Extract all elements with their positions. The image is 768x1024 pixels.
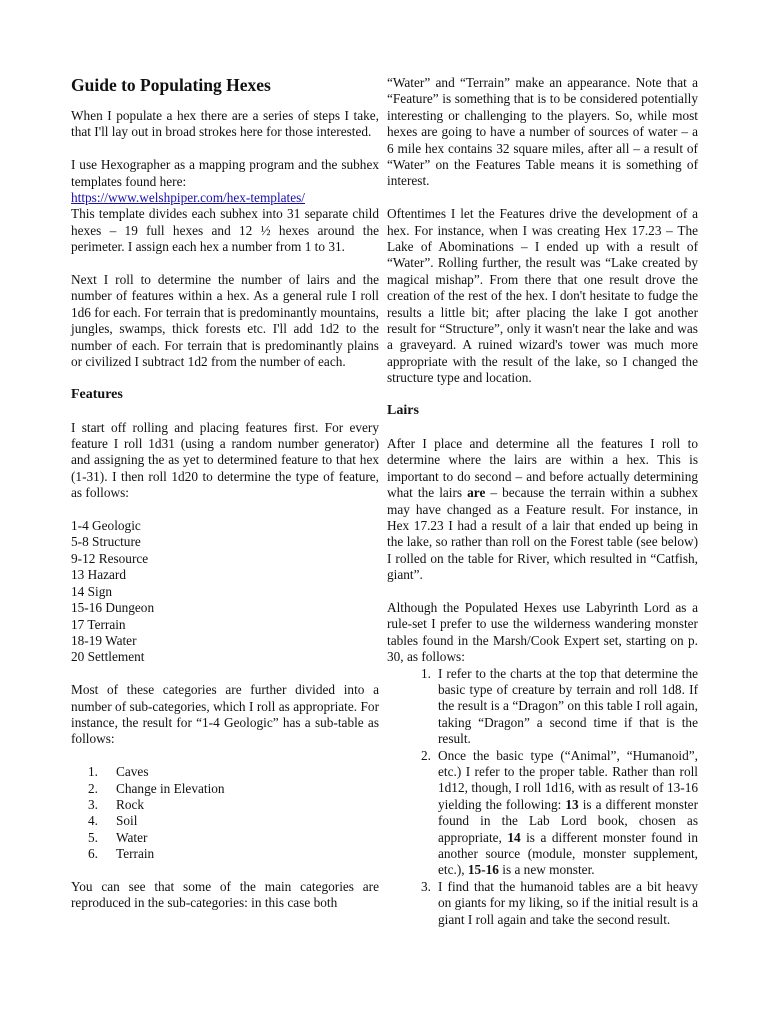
- list-item: [387, 748, 698, 879]
- lairs-emphasis: are: [467, 485, 486, 501]
- feature-table-item: 5-8 Structure: [71, 534, 141, 550]
- list-item: [71, 781, 379, 797]
- list-item: [71, 813, 379, 829]
- feature-table-item: 15-16 Dungeon: [71, 600, 155, 616]
- feature-table-item: 13 Hazard: [71, 567, 127, 583]
- list-text: Soil: [116, 813, 138, 829]
- feature-table-item: 20 Settlement: [71, 649, 145, 665]
- step2-text-b: is a different monster found in the Lab Lord book, chosen as appropriate,: [438, 796, 698, 845]
- hex-templates-link[interactable]: https://www.welshpiper.com/hex-templates/: [71, 190, 306, 206]
- feature-definition-paragraph: “Water” and “Terrain” make an appearance. Note that a “Feature” is something that is to be considered potentially interesting or challenging to the players. So, while most hexes are going to have a number of sources of water – a 6 mile hex contains 32 square miles, after all – a result of “Water” on the Features Table means it is something of interest.: [387, 75, 698, 189]
- list-number: 2.: [88, 780, 98, 796]
- features-paragraph: I start off rolling and placing features first. For every feature I roll 1d31 (using a random number generator) and assigning the as yet to determined feature to that hex (1-31). I then roll 1d20 to determine the type of feature, as follows:: [71, 419, 379, 501]
- template-text: This template divides each subhex into 31 separate child hexes – 19 full hexes and 12 ½ hexes around the perimeter. I assign each hex a number from 1 to 31.: [71, 206, 379, 255]
- list-number: 1.: [421, 665, 431, 681]
- step2-bold-14: 14: [507, 829, 521, 845]
- step2-bold-13: 13: [565, 796, 579, 812]
- list-text: Terrain: [116, 846, 155, 862]
- feature-table-item: 18-19 Water: [71, 632, 137, 648]
- list-item: [387, 879, 698, 928]
- lairs-text-a: After I place and determine all the features I roll to determine where the lairs are within a hex. This is important to do second – and before actually determining what the lairs: [387, 435, 698, 501]
- list-text: Caves: [116, 764, 149, 780]
- step2-bold-15-16: 15-16: [467, 862, 499, 878]
- features-drive-paragraph: Oftentimes I let the Features drive the development of a hex. For instance, when I was creating Hex 17.23 – The Lake of Abominations – I ended up with a result of “Water”. Rolling further, the result was “Lake created by magical mishap”. From there that one result drove the creation of the rest of the hex. I don't hesitate to fudge the results a little bit; after placing the lake I got another result for “Structure”, only it wasn't near the lake and was a graveyard. A ruined wizard's tower was much more appropriate with the result of the lake, so I changed the structure type and location.: [387, 206, 698, 386]
- feature-table-item: 17 Terrain: [71, 616, 126, 632]
- list-number: 3.: [88, 796, 98, 812]
- feature-table-item: 1-4 Geologic: [71, 518, 141, 534]
- step2-text-d: is a new monster.: [498, 862, 595, 878]
- list-item: [71, 764, 379, 780]
- list-item: [71, 830, 379, 846]
- step2-text-c: is a different monster found in another source (module, monster supplement, etc.),: [438, 829, 698, 878]
- features-heading: Features: [71, 386, 123, 402]
- monster-steps-list: [387, 666, 698, 929]
- lairs-count-paragraph: Next I roll to determine the number of lairs and the number of features within a hex. As a general rule I roll 1d6 for each. For terrain that is predominantly mountains, jungles, swamps, thick forests etc. I'll add 1d2 to the number of each. For terrain that is predominantly plains or civilized I subtract 1d2 from the number of each.: [71, 272, 379, 370]
- list-number: 2.: [421, 747, 431, 763]
- lairs-paragraph: [387, 436, 698, 584]
- list-number: 6.: [88, 846, 98, 862]
- list-number: 1.: [88, 764, 98, 780]
- list-text: I refer to the charts at the top that determine the basic type of creature by terrain and roll 1d8. If the result is a “Dragon” on this table I roll again, taking “Dragon” a second time if that is the result.: [438, 665, 698, 747]
- monster-tables-paragraph: Although the Populated Hexes use Labyrinth Lord as a rule-set I prefer to use the wilderness wandering monster tables found in the Marsh/Cook Expert set, starting on p. 30, as follows:: [387, 599, 698, 665]
- list-number: 3.: [421, 878, 431, 894]
- list-text: [438, 748, 698, 879]
- step2-text-a: Once the basic type (“Animal”, “Humanoid”, etc.) I refer to the proper table. Rather than roll 1d12, though, I roll 1d16, with as result of 13-16 yielding the following:: [438, 747, 698, 812]
- list-text: Change in Elevation: [116, 780, 225, 796]
- feature-type-table: [71, 518, 379, 666]
- list-text: Rock: [116, 796, 145, 812]
- feature-table-item: 9-12 Resource: [71, 550, 149, 566]
- hexographer-paragraph: [71, 157, 379, 255]
- lairs-text-b: – because the terrain within a subhex may have changed as a Feature result. For instance, in Hex 17.23 I had a result of a lair that ended up being in the lake, so rather than roll on the Forest table (see below) I rolled on the table for River, which resulted in “Catfish, giant”.: [387, 485, 698, 583]
- intro-paragraph: When I populate a hex there are a series of steps I take, that I'll lay out in broad strokes here for those interested.: [71, 108, 379, 140]
- lairs-heading: Lairs: [387, 403, 419, 419]
- feature-table-item: 14 Sign: [71, 583, 113, 599]
- right-column: [387, 75, 698, 928]
- left-column: [71, 75, 379, 912]
- geologic-subtable: [71, 764, 379, 862]
- hexographer-text: I use Hexographer as a mapping program and the subhex templates found here:: [71, 157, 379, 189]
- list-item: [71, 797, 379, 813]
- list-item: [387, 666, 698, 748]
- subcategories-paragraph: Most of these categories are further divided into a number of sub-categories, which I roll as appropriate. For instance, the result for “1-4 Geologic” has a sub-table as follows:: [71, 682, 379, 747]
- subcategories-note-paragraph: You can see that some of the main categories are reproduced in the sub-categories: in this case both: [71, 878, 379, 911]
- list-number: 4.: [88, 813, 98, 829]
- list-item: [71, 846, 379, 862]
- list-text: I find that the humanoid tables are a bit heavy on giants for my liking, so if the initial result is a giant I roll again and take the second result.: [438, 878, 698, 927]
- list-text: Water: [116, 829, 148, 845]
- page-title: Guide to Populating Hexes: [71, 75, 271, 95]
- list-number: 5.: [88, 829, 98, 845]
